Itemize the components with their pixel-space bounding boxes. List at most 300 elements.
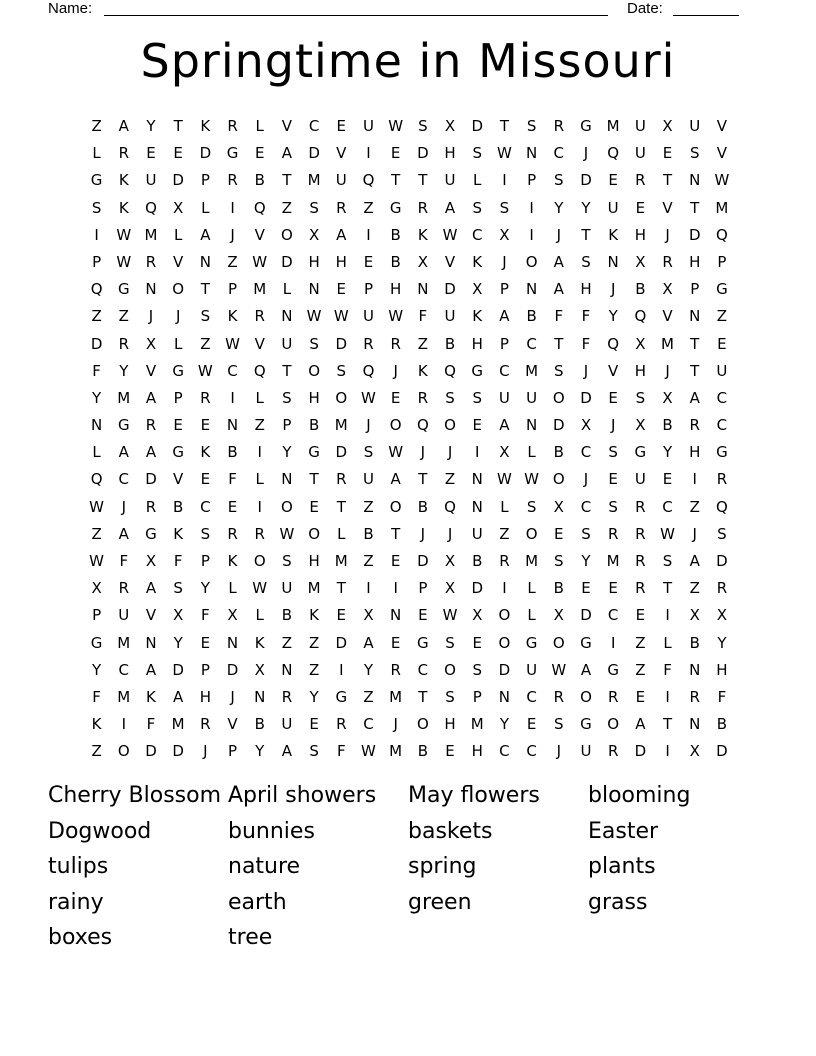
grid-letter[interactable]: X bbox=[689, 606, 700, 625]
grid-letter[interactable]: S bbox=[309, 334, 319, 353]
grid-letter[interactable]: A bbox=[499, 416, 510, 435]
grid-letter[interactable]: R bbox=[390, 334, 401, 353]
grid-letter[interactable]: Q bbox=[362, 171, 375, 190]
grid-letter[interactable]: Q bbox=[145, 198, 157, 217]
grid-letter[interactable]: B bbox=[553, 443, 564, 462]
grid-letter[interactable]: N bbox=[90, 416, 103, 435]
grid-letter[interactable]: M bbox=[470, 715, 484, 734]
grid-letter[interactable]: G bbox=[417, 633, 429, 652]
grid-letter[interactable]: J bbox=[556, 225, 561, 244]
grid-letter[interactable]: C bbox=[526, 742, 537, 761]
grid-letter[interactable]: C bbox=[580, 497, 592, 516]
grid-letter[interactable]: M bbox=[606, 117, 620, 135]
grid-letter[interactable]: S bbox=[472, 144, 482, 163]
grid-letter[interactable]: X bbox=[91, 579, 102, 598]
grid-letter[interactable]: D bbox=[281, 252, 293, 271]
grid-letter[interactable]: C bbox=[417, 660, 429, 679]
grid-letter[interactable]: X bbox=[499, 225, 510, 244]
grid-letter[interactable]: K bbox=[227, 552, 238, 570]
grid-letter[interactable]: U bbox=[281, 715, 293, 734]
grid-letter[interactable]: R bbox=[716, 470, 728, 489]
grid-letter[interactable]: O bbox=[525, 252, 538, 271]
grid-letter[interactable]: R bbox=[336, 198, 347, 217]
grid-letter[interactable]: S bbox=[554, 715, 564, 734]
grid-letter[interactable]: X bbox=[444, 552, 456, 570]
grid-letter[interactable]: R bbox=[635, 171, 646, 190]
grid-letter[interactable]: J bbox=[665, 361, 670, 380]
grid-letter[interactable]: H bbox=[689, 252, 701, 271]
grid-letter[interactable]: U bbox=[526, 660, 538, 679]
grid-letter[interactable]: I bbox=[366, 144, 371, 163]
grid-letter[interactable]: Z bbox=[281, 633, 293, 652]
grid-letter[interactable]: S bbox=[445, 388, 455, 407]
grid-letter[interactable]: V bbox=[254, 334, 265, 353]
grid-letter[interactable]: D bbox=[471, 579, 483, 598]
grid-letter[interactable]: C bbox=[580, 443, 592, 462]
grid-letter[interactable]: S bbox=[472, 388, 482, 407]
grid-letter[interactable]: P bbox=[92, 252, 102, 271]
grid-letter[interactable]: R bbox=[689, 416, 700, 435]
grid-letter[interactable]: L bbox=[255, 388, 264, 407]
grid-letter[interactable]: W bbox=[279, 524, 295, 543]
grid-letter[interactable]: Q bbox=[362, 361, 375, 380]
grid-letter[interactable]: J bbox=[610, 280, 616, 299]
grid-letter[interactable]: X bbox=[254, 660, 265, 679]
grid-letter[interactable]: Y bbox=[581, 552, 591, 570]
grid-letter[interactable]: X bbox=[363, 606, 374, 625]
grid-letter[interactable]: U bbox=[362, 117, 374, 135]
grid-letter[interactable]: Q bbox=[716, 497, 728, 516]
grid-letter[interactable]: J bbox=[447, 443, 453, 462]
grid-letter[interactable]: E bbox=[635, 198, 646, 217]
grid-letter[interactable]: T bbox=[391, 171, 401, 190]
grid-letter[interactable]: Z bbox=[227, 252, 238, 271]
grid-letter[interactable]: C bbox=[526, 334, 537, 353]
grid-letter[interactable]: R bbox=[417, 198, 429, 217]
grid-letter[interactable]: K bbox=[254, 633, 265, 652]
grid-letter[interactable]: R bbox=[607, 742, 619, 761]
grid-letter[interactable]: M bbox=[389, 742, 403, 761]
grid-letter[interactable]: V bbox=[173, 470, 184, 489]
grid-letter[interactable]: B bbox=[417, 742, 428, 761]
grid-letter[interactable]: R bbox=[118, 579, 129, 598]
grid-letter[interactable]: E bbox=[608, 388, 618, 407]
grid-letter[interactable]: L bbox=[500, 497, 509, 516]
grid-letter[interactable]: D bbox=[335, 443, 348, 462]
grid-letter[interactable]: B bbox=[417, 497, 428, 516]
grid-letter[interactable]: T bbox=[554, 334, 564, 353]
grid-letter[interactable]: A bbox=[499, 307, 510, 326]
grid-letter[interactable]: K bbox=[227, 307, 238, 326]
grid-letter[interactable]: X bbox=[635, 334, 646, 353]
grid-letter[interactable]: V bbox=[281, 117, 293, 135]
grid-letter[interactable]: G bbox=[90, 171, 103, 190]
grid-letter[interactable]: E bbox=[200, 633, 211, 652]
grid-letter[interactable]: E bbox=[200, 470, 211, 489]
grid-letter[interactable]: W bbox=[116, 252, 132, 271]
grid-letter[interactable]: F bbox=[201, 606, 210, 625]
grid-letter[interactable]: R bbox=[553, 687, 564, 706]
grid-letter[interactable]: Z bbox=[200, 334, 211, 353]
grid-letter[interactable]: R bbox=[662, 252, 673, 271]
grid-letter[interactable]: H bbox=[390, 280, 402, 299]
grid-letter[interactable]: G bbox=[117, 416, 130, 435]
grid-letter[interactable]: S bbox=[554, 552, 564, 570]
grid-letter[interactable]: S bbox=[608, 497, 618, 516]
grid-letter[interactable]: F bbox=[146, 715, 156, 734]
grid-letter[interactable]: E bbox=[336, 280, 347, 299]
grid-letter[interactable]: A bbox=[118, 117, 129, 135]
grid-letter[interactable]: R bbox=[363, 334, 374, 353]
grid-letter[interactable]: X bbox=[472, 280, 483, 299]
grid-letter[interactable]: I bbox=[121, 715, 126, 734]
grid-letter[interactable]: N bbox=[308, 280, 320, 299]
grid-letter[interactable]: K bbox=[417, 361, 428, 380]
grid-letter[interactable]: O bbox=[416, 715, 429, 734]
grid-letter[interactable]: N bbox=[226, 633, 239, 652]
grid-letter[interactable]: E bbox=[146, 144, 156, 163]
grid-letter[interactable]: Z bbox=[363, 198, 374, 217]
grid-letter[interactable]: A bbox=[200, 225, 211, 244]
grid-letter[interactable]: O bbox=[389, 497, 402, 516]
grid-letter[interactable]: H bbox=[308, 252, 320, 271]
grid-letter[interactable]: O bbox=[308, 361, 320, 380]
grid-letter[interactable]: R bbox=[607, 524, 619, 543]
grid-letter[interactable]: Z bbox=[281, 198, 293, 217]
grid-letter[interactable]: S bbox=[581, 524, 591, 543]
grid-letter[interactable]: V bbox=[145, 361, 157, 380]
grid-letter[interactable]: T bbox=[662, 579, 673, 598]
grid-letter[interactable]: G bbox=[172, 443, 184, 462]
grid-letter[interactable]: F bbox=[228, 470, 237, 489]
grid-letter[interactable]: H bbox=[444, 144, 456, 163]
grid-letter[interactable]: N bbox=[689, 171, 701, 190]
grid-letter[interactable]: R bbox=[417, 388, 429, 407]
grid-letter[interactable]: O bbox=[444, 416, 456, 435]
grid-letter[interactable]: B bbox=[472, 552, 483, 570]
grid-letter[interactable]: C bbox=[553, 144, 565, 163]
grid-letter[interactable]: B bbox=[444, 334, 456, 353]
grid-letter[interactable]: B bbox=[281, 606, 293, 625]
grid-letter[interactable]: G bbox=[90, 633, 103, 652]
grid-letter[interactable]: H bbox=[634, 361, 646, 380]
grid-letter[interactable]: R bbox=[145, 252, 157, 271]
grid-letter[interactable]: L bbox=[255, 117, 264, 135]
grid-letter[interactable]: G bbox=[308, 443, 320, 462]
grid-letter[interactable]: A bbox=[281, 742, 293, 761]
grid-letter[interactable]: Y bbox=[92, 388, 102, 407]
grid-letter[interactable]: S bbox=[635, 388, 646, 407]
grid-letter[interactable]: E bbox=[390, 633, 401, 652]
grid-letter[interactable]: T bbox=[662, 171, 673, 190]
grid-letter[interactable]: N bbox=[498, 687, 511, 706]
grid-letter[interactable]: Y bbox=[608, 307, 618, 326]
grid-letter[interactable]: T bbox=[690, 334, 700, 353]
grid-letter[interactable]: B bbox=[363, 524, 374, 543]
grid-letter[interactable]: W bbox=[524, 470, 540, 489]
grid-letter[interactable]: N bbox=[199, 252, 211, 271]
grid-letter[interactable]: Z bbox=[363, 687, 374, 706]
grid-letter[interactable]: F bbox=[92, 361, 101, 380]
grid-letter[interactable]: E bbox=[445, 742, 455, 761]
grid-letter[interactable]: I bbox=[339, 660, 344, 679]
grid-letter[interactable]: Q bbox=[90, 470, 103, 489]
grid-letter[interactable]: Z bbox=[91, 524, 102, 543]
grid-letter[interactable]: V bbox=[145, 606, 157, 625]
grid-letter[interactable]: N bbox=[607, 252, 619, 271]
grid-letter[interactable]: U bbox=[607, 198, 619, 217]
grid-letter[interactable]: F bbox=[336, 742, 346, 761]
grid-letter[interactable]: K bbox=[472, 307, 483, 326]
grid-letter[interactable]: S bbox=[173, 579, 183, 598]
grid-letter[interactable]: E bbox=[390, 552, 401, 570]
grid-letter[interactable]: L bbox=[255, 470, 264, 489]
grid-letter[interactable]: O bbox=[253, 552, 266, 570]
grid-letter[interactable]: X bbox=[662, 280, 673, 299]
grid-letter[interactable]: I bbox=[692, 470, 697, 489]
grid-letter[interactable]: Y bbox=[92, 660, 102, 679]
grid-letter[interactable]: K bbox=[118, 171, 129, 190]
grid-letter[interactable]: A bbox=[635, 715, 646, 734]
grid-letter[interactable]: M bbox=[525, 361, 539, 380]
grid-letter[interactable]: K bbox=[200, 443, 211, 462]
grid-letter[interactable]: U bbox=[580, 742, 592, 761]
grid-letter[interactable]: W bbox=[252, 579, 268, 598]
grid-letter[interactable]: E bbox=[662, 144, 673, 163]
grid-letter[interactable]: C bbox=[499, 742, 510, 761]
grid-letter[interactable]: E bbox=[608, 579, 618, 598]
grid-letter[interactable]: T bbox=[581, 225, 591, 244]
grid-letter[interactable]: S bbox=[309, 742, 319, 761]
grid-letter[interactable]: Y bbox=[662, 443, 673, 462]
grid-letter[interactable]: G bbox=[607, 660, 619, 679]
grid-letter[interactable]: W bbox=[361, 742, 376, 761]
grid-letter[interactable]: J bbox=[556, 742, 561, 761]
grid-letter[interactable]: N bbox=[254, 687, 266, 706]
grid-letter[interactable]: G bbox=[145, 524, 157, 543]
grid-letter[interactable]: G bbox=[580, 715, 592, 734]
grid-letter[interactable]: E bbox=[309, 715, 319, 734]
grid-letter[interactable]: G bbox=[172, 361, 184, 380]
grid-letter[interactable]: A bbox=[553, 280, 564, 299]
grid-letter[interactable]: C bbox=[716, 388, 728, 407]
grid-letter[interactable]: V bbox=[254, 225, 265, 244]
grid-letter[interactable]: W bbox=[660, 524, 675, 543]
grid-letter[interactable]: B bbox=[227, 443, 238, 462]
grid-letter[interactable]: E bbox=[526, 715, 537, 734]
grid-letter[interactable]: B bbox=[689, 633, 700, 652]
grid-letter[interactable]: D bbox=[172, 742, 184, 761]
grid-letter[interactable]: S bbox=[717, 524, 727, 543]
grid-letter[interactable]: R bbox=[635, 497, 646, 516]
grid-letter[interactable]: T bbox=[309, 470, 319, 489]
grid-letter[interactable]: N bbox=[525, 416, 538, 435]
grid-letter[interactable]: B bbox=[662, 416, 673, 435]
grid-letter[interactable]: P bbox=[200, 552, 210, 570]
grid-letter[interactable]: P bbox=[472, 687, 482, 706]
grid-letter[interactable]: P bbox=[418, 579, 428, 598]
grid-letter[interactable]: P bbox=[200, 660, 210, 679]
grid-letter[interactable]: E bbox=[173, 144, 183, 163]
word-search-grid[interactable] bbox=[83, 113, 736, 766]
grid-letter[interactable]: R bbox=[635, 579, 646, 598]
grid-letter[interactable]: E bbox=[608, 171, 618, 190]
grid-letter[interactable]: U bbox=[444, 171, 456, 190]
grid-letter[interactable]: B bbox=[553, 579, 564, 598]
grid-letter[interactable]: E bbox=[254, 144, 265, 163]
grid-letter[interactable]: Z bbox=[635, 633, 646, 652]
grid-letter[interactable]: A bbox=[390, 470, 401, 489]
grid-letter[interactable]: S bbox=[472, 198, 482, 217]
grid-letter[interactable]: F bbox=[119, 552, 129, 570]
grid-letter[interactable]: W bbox=[89, 552, 105, 570]
grid-letter[interactable]: M bbox=[171, 715, 185, 734]
grid-letter[interactable]: K bbox=[608, 225, 619, 244]
grid-letter[interactable]: H bbox=[199, 687, 211, 706]
grid-letter[interactable]: H bbox=[689, 443, 701, 462]
grid-letter[interactable]: W bbox=[388, 307, 404, 326]
grid-letter[interactable]: L bbox=[282, 280, 292, 299]
grid-letter[interactable]: N bbox=[281, 307, 293, 326]
grid-letter[interactable]: W bbox=[442, 606, 458, 625]
grid-letter[interactable]: O bbox=[308, 524, 320, 543]
grid-letter[interactable]: P bbox=[282, 416, 292, 435]
grid-letter[interactable]: R bbox=[553, 117, 564, 135]
grid-letter[interactable]: G bbox=[716, 280, 728, 299]
grid-letter[interactable]: C bbox=[499, 361, 510, 380]
grid-letter[interactable]: I bbox=[665, 687, 670, 706]
grid-letter[interactable]: D bbox=[145, 470, 157, 489]
grid-letter[interactable]: B bbox=[173, 497, 184, 516]
grid-letter[interactable]: R bbox=[118, 144, 129, 163]
grid-letter[interactable]: E bbox=[581, 579, 591, 598]
grid-letter[interactable]: Z bbox=[91, 742, 102, 761]
grid-letter[interactable]: B bbox=[254, 171, 265, 190]
grid-letter[interactable]: X bbox=[635, 416, 646, 435]
grid-letter[interactable]: E bbox=[608, 470, 618, 489]
grid-letter[interactable]: V bbox=[608, 361, 619, 380]
grid-letter[interactable]: X bbox=[472, 606, 483, 625]
grid-letter[interactable]: L bbox=[527, 579, 536, 598]
grid-letter[interactable]: U bbox=[498, 388, 510, 407]
grid-letter[interactable]: I bbox=[475, 443, 480, 462]
grid-letter[interactable]: O bbox=[552, 470, 565, 489]
grid-letter[interactable]: U bbox=[444, 307, 456, 326]
grid-letter[interactable]: G bbox=[335, 687, 348, 706]
grid-letter[interactable]: Q bbox=[444, 497, 456, 516]
grid-letter[interactable]: J bbox=[393, 715, 398, 734]
grid-letter[interactable]: M bbox=[606, 552, 620, 570]
grid-letter[interactable]: T bbox=[418, 470, 428, 489]
grid-letter[interactable]: J bbox=[665, 225, 670, 244]
grid-letter[interactable]: V bbox=[662, 198, 673, 217]
grid-letter[interactable]: Y bbox=[282, 443, 292, 462]
grid-letter[interactable]: Z bbox=[91, 307, 102, 326]
grid-letter[interactable]: W bbox=[388, 443, 404, 462]
grid-letter[interactable]: U bbox=[471, 524, 483, 543]
grid-letter[interactable]: W bbox=[89, 497, 105, 516]
grid-letter[interactable]: D bbox=[199, 144, 212, 163]
grid-letter[interactable]: L bbox=[527, 443, 536, 462]
grid-letter[interactable]: M bbox=[144, 225, 158, 244]
grid-letter[interactable]: E bbox=[227, 497, 238, 516]
grid-letter[interactable]: S bbox=[445, 633, 455, 652]
grid-letter[interactable]: Z bbox=[499, 524, 510, 543]
grid-letter[interactable]: S bbox=[200, 307, 211, 326]
grid-letter[interactable]: T bbox=[282, 361, 292, 380]
grid-letter[interactable]: W bbox=[225, 334, 240, 353]
grid-letter[interactable]: G bbox=[716, 443, 728, 462]
grid-letter[interactable]: W bbox=[361, 388, 376, 407]
grid-letter[interactable]: G bbox=[117, 280, 130, 299]
grid-letter[interactable]: J bbox=[502, 252, 507, 271]
grid-letter[interactable]: Q bbox=[90, 280, 103, 299]
grid-letter[interactable]: W bbox=[306, 307, 322, 326]
grid-letter[interactable]: H bbox=[308, 388, 320, 407]
grid-letter[interactable]: E bbox=[418, 606, 428, 625]
grid-letter[interactable]: N bbox=[471, 470, 483, 489]
grid-letter[interactable]: K bbox=[309, 606, 320, 625]
grid-letter[interactable]: I bbox=[610, 633, 616, 652]
grid-letter[interactable]: A bbox=[173, 687, 184, 706]
grid-letter[interactable]: S bbox=[309, 198, 319, 217]
grid-letter[interactable]: N bbox=[281, 470, 293, 489]
grid-letter[interactable]: F bbox=[92, 687, 101, 706]
grid-letter[interactable]: E bbox=[390, 144, 401, 163]
grid-letter[interactable]: C bbox=[118, 660, 130, 679]
grid-letter[interactable]: R bbox=[254, 307, 265, 326]
grid-letter[interactable]: U bbox=[362, 307, 374, 326]
grid-letter[interactable]: E bbox=[472, 416, 482, 435]
grid-letter[interactable]: N bbox=[689, 715, 701, 734]
grid-letter[interactable]: B bbox=[390, 225, 401, 244]
grid-letter[interactable]: Z bbox=[716, 307, 728, 326]
grid-letter[interactable]: S bbox=[363, 443, 374, 462]
grid-letter[interactable]: N bbox=[689, 660, 701, 679]
grid-letter[interactable]: S bbox=[662, 552, 673, 570]
grid-letter[interactable]: W bbox=[116, 225, 132, 244]
grid-letter[interactable]: J bbox=[583, 144, 589, 163]
grid-letter[interactable]: G bbox=[580, 117, 592, 135]
grid-letter[interactable]: T bbox=[336, 497, 346, 516]
grid-letter[interactable]: O bbox=[281, 225, 293, 244]
grid-letter[interactable]: N bbox=[525, 280, 538, 299]
grid-letter[interactable]: D bbox=[580, 388, 592, 407]
grid-letter[interactable]: I bbox=[529, 225, 534, 244]
grid-letter[interactable]: I bbox=[665, 606, 670, 625]
grid-letter[interactable]: P bbox=[228, 742, 238, 761]
grid-letter[interactable]: Q bbox=[416, 416, 429, 435]
grid-letter[interactable]: D bbox=[417, 144, 429, 163]
grid-letter[interactable]: R bbox=[689, 687, 700, 706]
grid-letter[interactable]: D bbox=[335, 633, 348, 652]
grid-letter[interactable]: V bbox=[336, 144, 347, 163]
grid-letter[interactable]: P bbox=[228, 280, 238, 299]
grid-letter[interactable]: M bbox=[334, 552, 348, 570]
grid-letter[interactable]: H bbox=[471, 334, 483, 353]
grid-letter[interactable]: R bbox=[118, 334, 129, 353]
grid-letter[interactable]: V bbox=[227, 715, 238, 734]
grid-letter[interactable]: D bbox=[172, 660, 184, 679]
grid-letter[interactable]: A bbox=[580, 660, 592, 679]
grid-letter[interactable]: V bbox=[662, 307, 673, 326]
grid-letter[interactable]: L bbox=[473, 171, 482, 190]
grid-letter[interactable]: Z bbox=[689, 579, 700, 598]
grid-letter[interactable]: X bbox=[689, 742, 700, 761]
grid-letter[interactable]: K bbox=[173, 524, 184, 543]
grid-letter[interactable]: L bbox=[173, 225, 183, 244]
grid-letter[interactable]: J bbox=[148, 307, 154, 326]
